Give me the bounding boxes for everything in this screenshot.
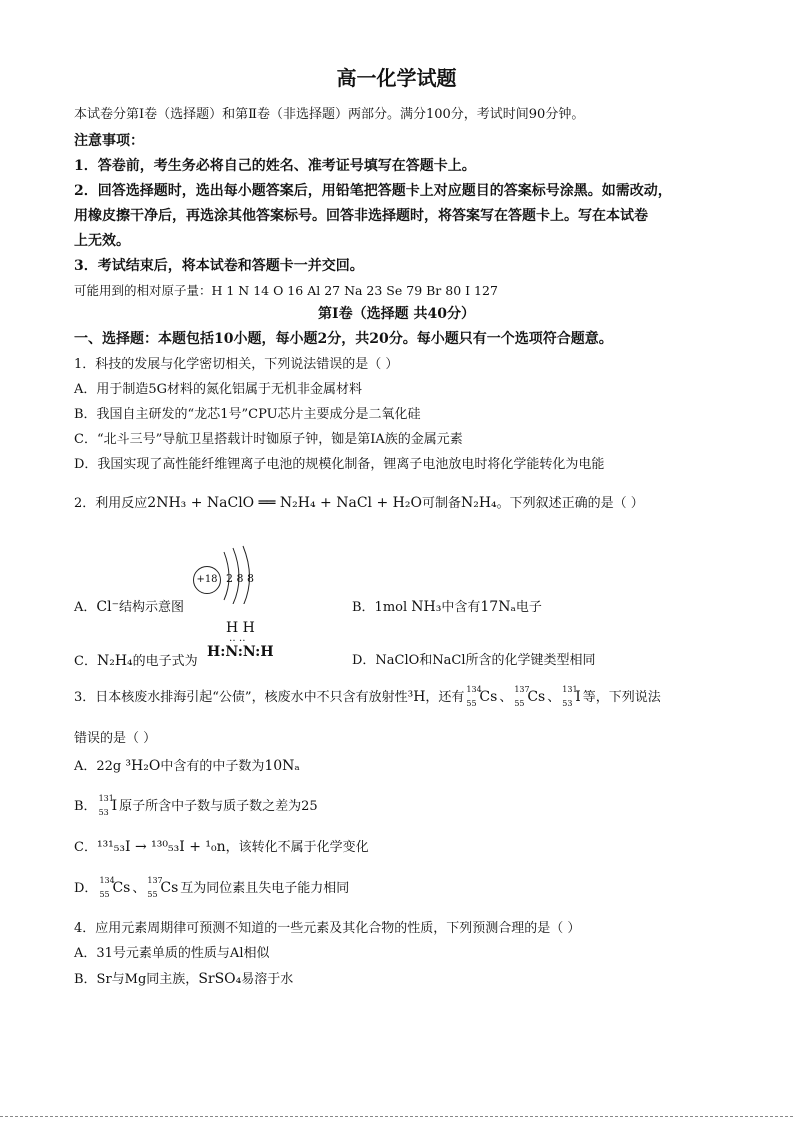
option-text: ，该转化不属于化学变化 <box>225 840 369 855</box>
q2-mid: 可制备 <box>421 496 461 511</box>
mass-number: 131 <box>98 794 114 803</box>
option-text: B．Sr与Mg同主族， <box>74 972 199 987</box>
option-label: D． <box>74 881 98 896</box>
atomic-number: 53 <box>98 808 109 817</box>
tritiated-water: ³H₂O <box>125 758 161 774</box>
hydrazine-formula: N₂H₄ <box>96 653 133 669</box>
lewis-hydrogens-top: H H <box>226 620 255 636</box>
q3-stem-text: 3．日本核废水排海引起“公债”，核废水中不只含有放射性 <box>74 690 408 705</box>
avogadro-count: 10Nₐ <box>264 758 300 774</box>
mass-number: 137 <box>514 685 530 694</box>
atomic-number: 55 <box>99 890 110 899</box>
q4-option-a: A．31号元素单质的性质与Al相似 <box>74 946 270 961</box>
q2-tail: 。下列叙述正确的是（ ） <box>496 496 644 511</box>
option-label: C． <box>74 654 97 669</box>
q3-stem-continued: 错误的是（ ） <box>74 731 157 746</box>
q1-option-a: A．用于制造5G材料的氮化铝属于无机非金属材料 <box>74 382 363 397</box>
isotope-cs134 <box>466 685 498 708</box>
intro-text: 本试卷分第Ⅰ卷（选择题）和第Ⅱ卷（非选择题）两部分。满分100分，考试时间90分钟。 <box>74 107 585 122</box>
atomic-number: 53 <box>562 699 573 708</box>
element-symbol: I <box>111 798 118 814</box>
tritium: ³H <box>407 689 426 705</box>
option-text: 易溶于水 <box>241 972 294 987</box>
isotope-i131 <box>562 685 581 708</box>
notice-item: 1．答卷前，考生务必将自己的姓名、准考证号填写在答题卡上。 <box>74 158 476 174</box>
notice-item: 3．考试结束后，将本试卷和答题卡一并交回。 <box>74 258 364 274</box>
nucleus-circle: +18 <box>193 566 221 594</box>
avogadro-count: 17Nₐ <box>480 599 516 615</box>
separator: 、 <box>547 690 561 705</box>
q2-product: N₂H₄ <box>460 495 497 511</box>
q2-number: 2．利用反应 <box>74 496 148 511</box>
notice-item: 用橡皮擦干净后，再选涂其他答案标号。回答非选择题时，将答案写在答题卡上。写在本试卷 <box>74 208 648 224</box>
q2-option-a <box>74 598 184 617</box>
option-label: B． <box>74 799 97 814</box>
q3-option-d <box>74 876 350 899</box>
q4-option-b <box>74 970 293 989</box>
isotope-cs134 <box>99 876 131 899</box>
atomic-number: 55 <box>147 890 158 899</box>
q2-stem <box>74 494 644 513</box>
chloride-ion: Cl⁻ <box>96 599 119 615</box>
option-text: 中含有 <box>441 600 481 615</box>
option-text: 互为同位素且失电子能力相同 <box>180 881 350 896</box>
strontium-sulfate: SrSO₄ <box>198 971 242 987</box>
q2-reaction: 2NH₃ + NaClO ══ N₂H₄ + NaCl + H₂O <box>147 495 422 511</box>
chloride-ion-structure-diagram <box>190 544 270 604</box>
ammonia-formula: NH₃ <box>411 599 442 615</box>
q2-option-b <box>352 598 542 617</box>
q1-stem: 1．科技的发展与化学密切相关，下列说法错误的是（ ） <box>74 357 399 372</box>
element-symbol: Cs <box>479 689 498 705</box>
notice-heading: 注意事项： <box>74 133 144 149</box>
isotope-cs137 <box>514 685 546 708</box>
mass-number: 137 <box>147 876 163 885</box>
separator: 、 <box>132 881 146 896</box>
lewis-lone-pairs: ‥ ‥ <box>229 633 246 644</box>
option-label: B．1mol <box>352 600 412 615</box>
q4-stem: 4．应用元素周期律可预测不知道的一些元素及其化合物的性质，下列预测合理的是（ ） <box>74 921 581 936</box>
element-symbol: Cs <box>112 880 131 896</box>
nuclear-equation: ¹³¹₅₃I → ¹³⁰₅₃I + ¹₀n <box>96 839 226 855</box>
q2-option-d: D．NaClO和NaCl所含的化学键类型相同 <box>352 653 596 668</box>
option-label: C． <box>74 840 97 855</box>
element-symbol: Cs <box>527 689 546 705</box>
q3-stem-text: 等，下列说法 <box>582 690 661 705</box>
option-text: 的电子式为 <box>132 654 198 669</box>
notice-item: 2．回答选择题时，选出每小题答案后，用铅笔把答题卡上对应题目的答案标号涂黑。如需改动， <box>74 183 672 199</box>
q3-stem-text: ，还有 <box>425 690 465 705</box>
isotope-i131 <box>98 794 118 817</box>
mass-number: 131 <box>562 685 578 694</box>
option-text: 原子所含中子数与质子数之差为25 <box>119 799 318 814</box>
element-symbol: Cs <box>160 880 179 896</box>
option-label: A．22g <box>74 759 126 774</box>
part-heading: 一、选择题：本题包括10小题，每小题2分，共20分。每小题只有一个选项符合题意。 <box>74 331 613 347</box>
atomic-number: 55 <box>466 699 477 708</box>
atomic-masses: 可能用到的相对原子量：H 1 N 14 O 16 Al 27 Na 23 Se 79 Br 80 I 127 <box>74 283 498 298</box>
q3-option-b <box>74 794 318 817</box>
option-text: 中含有的中子数为 <box>160 759 265 774</box>
q3-stem <box>74 685 661 708</box>
hydrazine-electron-formula <box>207 620 287 668</box>
q1-option-c: C．“北斗三号”导航卫星搭载计时铷原子钟，铷是第ⅠA族的金属元素 <box>74 432 463 447</box>
lewis-main-row: H:N:N:H <box>207 644 274 660</box>
option-text: 结构示意图 <box>118 600 184 615</box>
q3-option-c <box>74 838 369 857</box>
q1-option-d: D．我国实现了高性能纤维锂离子电池的规模化制备，锂离子电池放电时将化学能转化为电能 <box>74 457 605 472</box>
mass-number: 134 <box>466 685 482 694</box>
q2-option-c <box>74 652 198 671</box>
option-text: 电子 <box>515 600 542 615</box>
section-title: 第Ⅰ卷（选择题 共40分） <box>318 306 475 322</box>
electron-shell-counts: 2 8 8 <box>226 572 254 585</box>
page-bottom-divider <box>0 1116 793 1117</box>
option-label: A． <box>74 600 97 615</box>
q1-option-b: B．我国自主研发的“龙芯1号”CPU芯片主要成分是二氧化硅 <box>74 407 421 422</box>
page-title: 高一化学试题 <box>336 66 457 90</box>
isotope-cs137 <box>147 876 179 899</box>
q3-option-a <box>74 757 300 776</box>
element-symbol: I <box>575 689 581 705</box>
notice-item: 上无效。 <box>74 233 130 249</box>
atomic-number: 55 <box>514 699 525 708</box>
mass-number: 134 <box>99 876 115 885</box>
separator: 、 <box>499 690 513 705</box>
